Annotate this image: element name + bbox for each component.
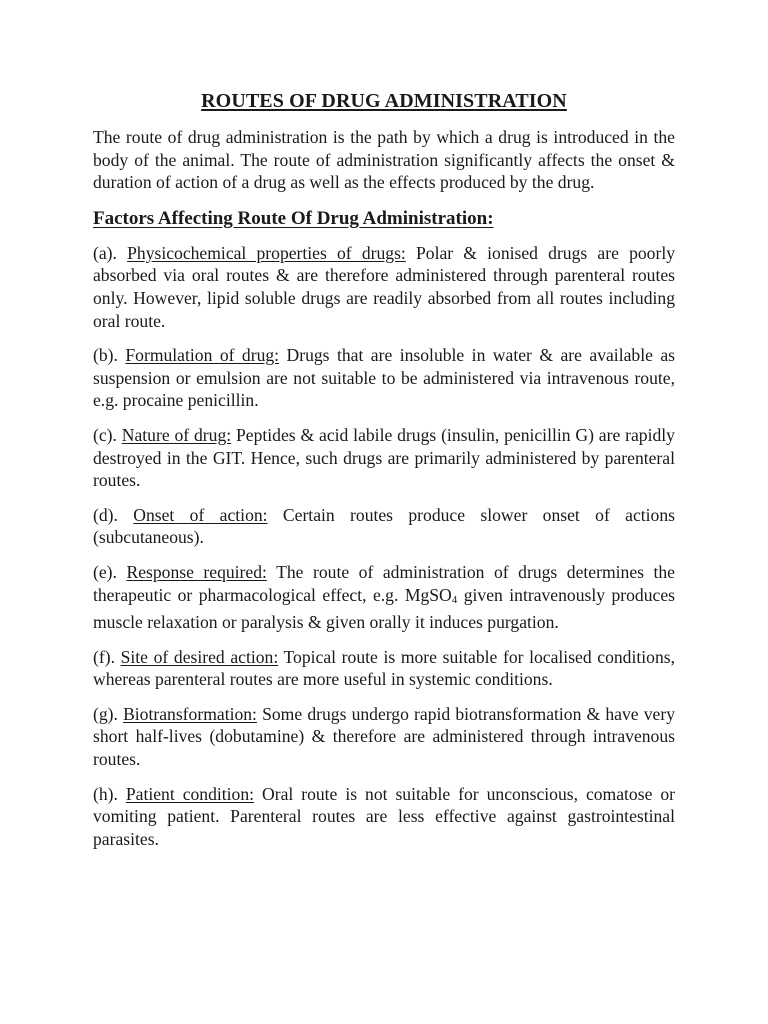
factor-prefix: (e). <box>93 561 127 582</box>
factor-name: Formulation of drug: <box>125 345 280 366</box>
factor-g <box>93 703 675 771</box>
factor-name: Biotransformation: <box>123 703 257 724</box>
factor-name: Site of desired action: <box>120 646 279 667</box>
factor-prefix: (c). <box>93 424 122 445</box>
factor-prefix: (h). <box>93 783 126 804</box>
factor-prefix: (g). <box>93 703 124 724</box>
factor-name: Onset of action: <box>133 504 268 525</box>
factor-f <box>93 646 675 691</box>
section-heading: Factors Affecting Route Of Drug Administration: <box>93 207 494 229</box>
page-title: ROUTES OF DRUG ADMINISTRATION <box>201 90 567 112</box>
factor-a <box>93 242 675 332</box>
factor-text: Peptides & acid labile drugs (insulin, penicillin G) are rapidly destroyed in the GIT. Hence, such drugs are primarily administered by parenteral routes. <box>93 424 675 491</box>
factor-d <box>93 504 675 549</box>
factor-prefix: (a). <box>93 242 128 263</box>
factor-text: Oral route is not suitable for unconscious, comatose or vomiting patient. Parenteral routes are less effective against gastrointestinal parasites. <box>93 783 675 849</box>
factor-text: Drugs that are insoluble in water & are available as suspension or emulsion are not suitable to be administered via intravenous route, e.g. procaine penicillin. <box>93 345 675 411</box>
factor-text: Certain routes produce slower onset of actions (subcutaneous). <box>93 504 675 548</box>
factor-text: Topical route is more suitable for localised conditions, whereas parenteral routes are more useful in systemic conditions. <box>93 646 675 690</box>
chemical-formula <box>405 585 457 605</box>
formula-base: MgSO <box>404 584 452 605</box>
intro-paragraph: The route of drug administration is the path by which a drug is introduced in the body of the animal. The route of administration significantly affects the onset & duration of action of a drug as well as the effects produced by the drug. <box>93 127 675 193</box>
factor-name: Patient condition: <box>125 783 255 804</box>
factor-prefix: (b). <box>93 345 126 366</box>
factor-b <box>93 344 675 412</box>
document-page <box>93 88 675 862</box>
factor-e <box>93 561 675 634</box>
factor-c <box>93 424 675 492</box>
factor-name: Physicochemical properties of drugs: <box>127 242 406 263</box>
factor-text: The route of administration of drugs determines the therapeutic or pharmacological effect, e.g. <box>93 561 675 605</box>
formula-subscript: 4 <box>451 593 458 606</box>
factor-name: Nature of drug: <box>121 424 232 445</box>
factor-prefix: (f). <box>93 646 121 667</box>
factor-prefix: (d). <box>93 504 134 525</box>
factor-h <box>93 783 675 851</box>
factor-text: Some drugs undergo rapid biotransformation & have very short half-lives (dobutamine) & therefore are administered through intravenous routes. <box>93 703 676 770</box>
factor-name: Response required: <box>126 561 267 582</box>
factor-text: Polar & ionised drugs are poorly absorbed via oral routes & are therefore administered through parenteral routes only. However, lipid soluble drugs are readily absorbed from all routes including oral route. <box>93 242 676 331</box>
factor-text-continued: given intravenously produces muscle relaxation or paralysis & given orally it induces purgation. <box>93 584 675 633</box>
